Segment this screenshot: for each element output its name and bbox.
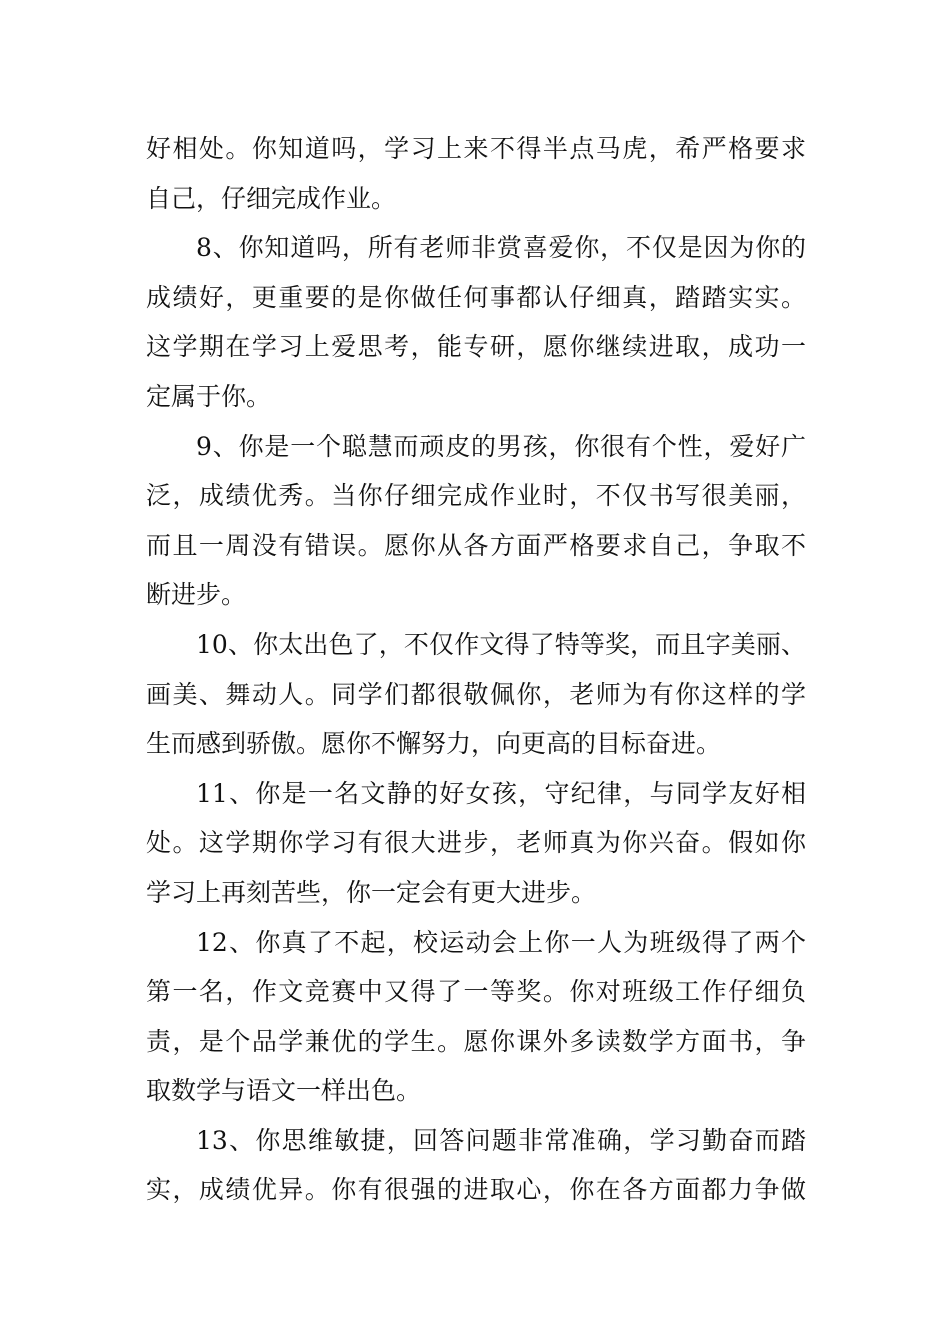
paragraph-start-line: 13、你思维敏捷，回答问题非常准确，学习勤奋而踏 <box>196 1125 806 1155</box>
text-line: 断进步。 <box>146 580 247 610</box>
text-line: 而且一周没有错误。愿你从各方面严格要求自己，争取不 <box>146 530 806 560</box>
text-line: 处。这学期你学习有很大进步，老师真为你兴奋。假如你 <box>146 828 806 858</box>
paragraph-start-line: 8、你知道吗，所有老师非赏喜爱你，不仅是因为你的 <box>196 233 806 263</box>
text-line: 成绩好，更重要的是你做任何事都认仔细真，踏踏实实。 <box>146 282 806 312</box>
text-line: 第一名，作文竞赛中又得了一等奖。你对班级工作仔细负 <box>146 977 806 1007</box>
text-line: 画美、舞动人。同学们都很敬佩你，老师为有你这样的学 <box>146 679 806 709</box>
text-line: 自己，仔细完成作业。 <box>146 183 397 213</box>
text-line: 泛，成绩优秀。当你仔细完成作业时，不仅书写很美丽， <box>146 481 806 511</box>
text-line: 学习上再刻苦些，你一定会有更大进步。 <box>146 877 597 907</box>
text-line: 好相处。你知道吗，学习上来不得半点马虎，希严格要求 <box>146 134 806 163</box>
text-line: 这学期在学习上爱思考，能专研，愿你继续进取，成功一 <box>146 332 806 362</box>
paragraph-start-line: 10、你太出色了，不仅作文得了特等奖，而且字美丽、 <box>196 629 806 659</box>
paragraph-start-line: 12、你真了不起，校运动会上你一人为班级得了两个 <box>196 927 806 957</box>
document-body <box>146 124 806 1215</box>
text-line: 生而感到骄傲。愿你不懈努力，向更高的目标奋进。 <box>146 729 722 759</box>
text-line: 取数学与语文一样出色。 <box>146 1076 422 1106</box>
paragraph-start-line: 9、你是一个聪慧而顽皮的男孩，你很有个性，爱好广 <box>196 431 806 461</box>
text-line: 责，是个品学兼优的学生。愿你课外多读数学方面书，争 <box>146 1026 806 1056</box>
text-line: 实，成绩优异。你有很强的进取心，你在各方面都力争做 <box>146 1175 806 1205</box>
paragraph-start-line: 11、你是一名文静的好女孩，守纪律，与同学友好相 <box>196 778 806 808</box>
text-line: 定属于你。 <box>146 381 272 411</box>
